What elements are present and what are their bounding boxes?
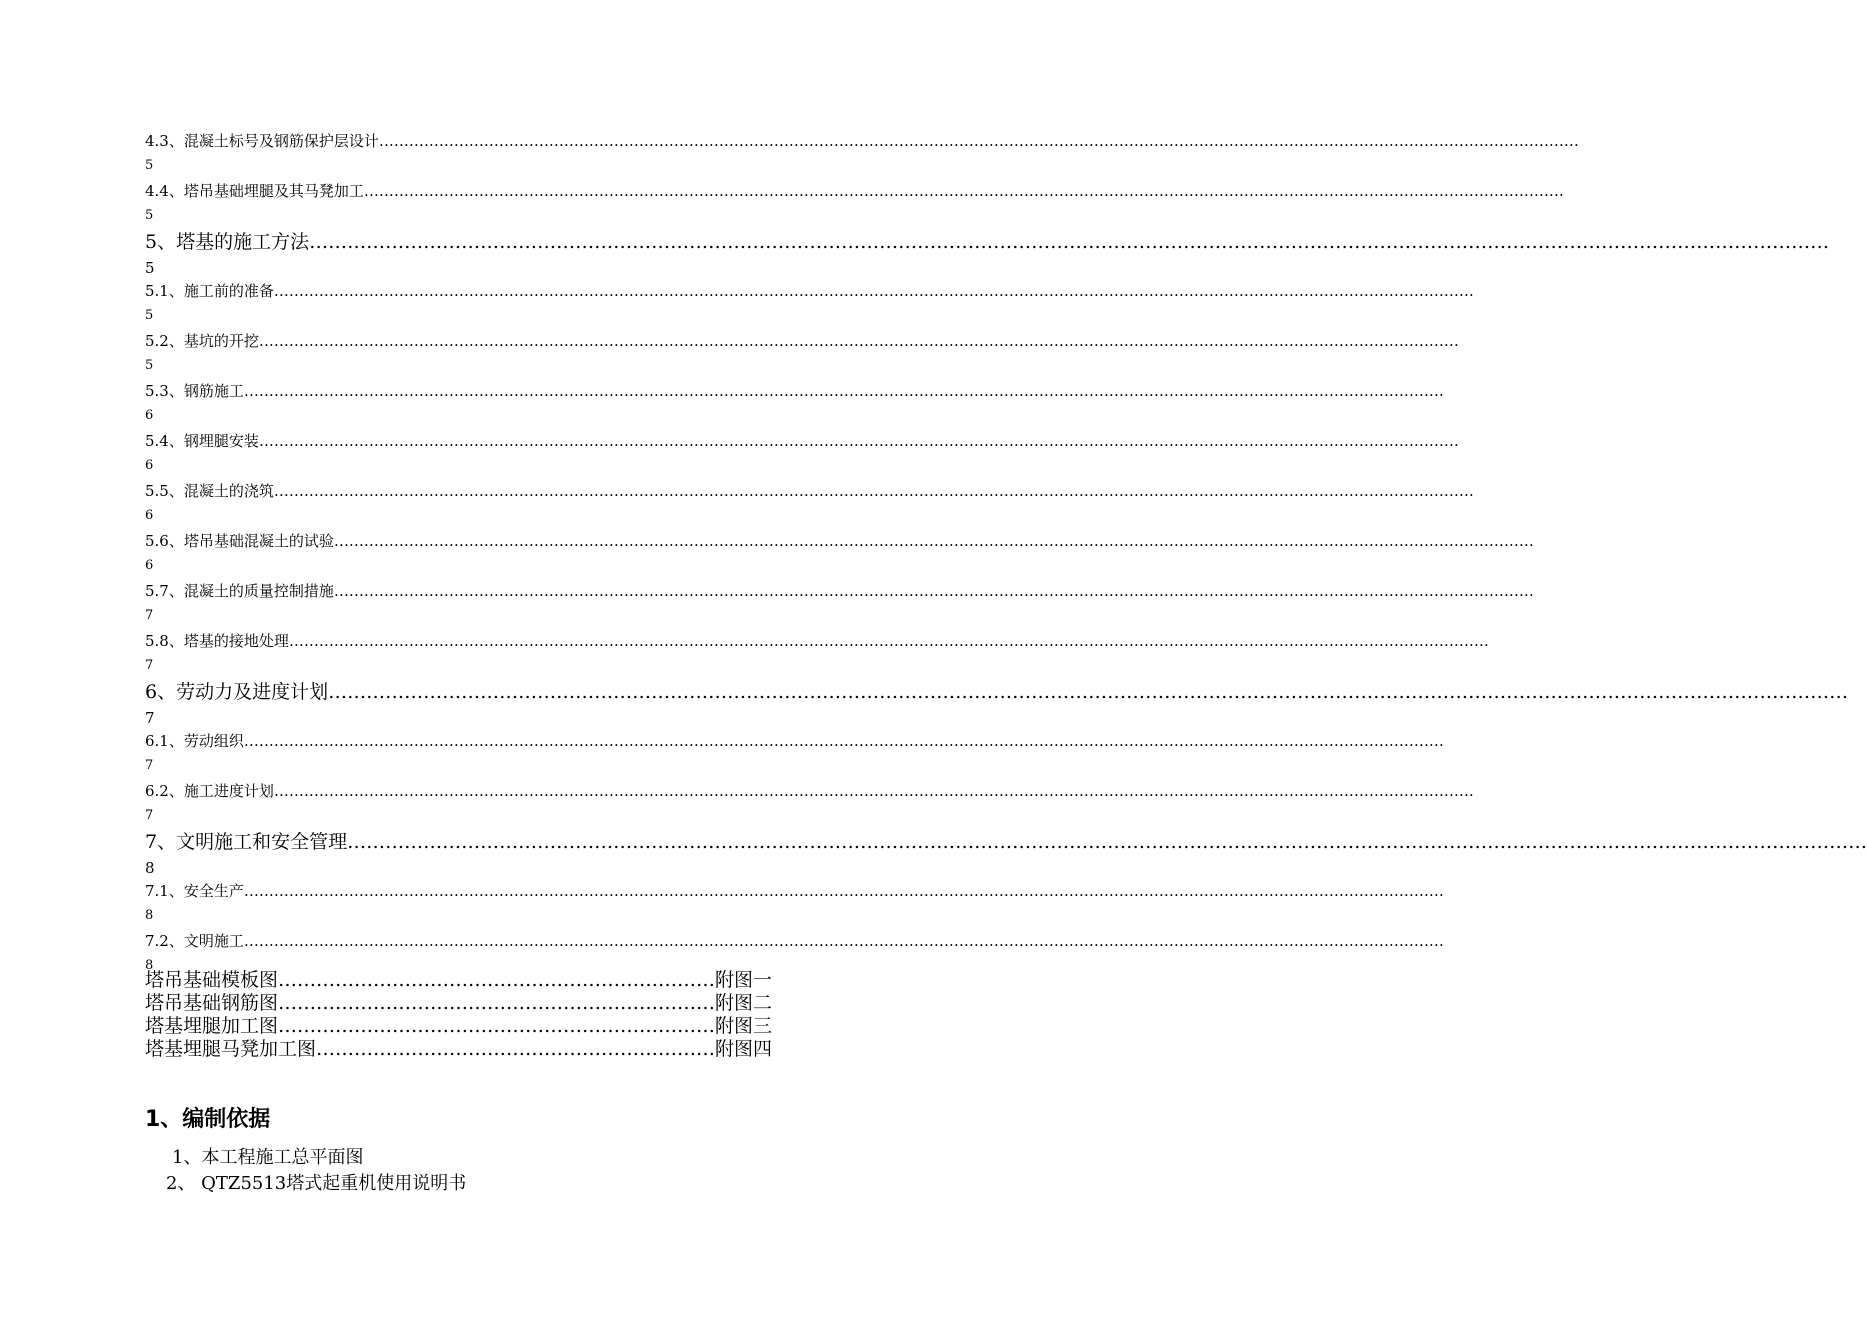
toc-page-number: 8 [145,958,154,973]
toc-entry[interactable] [145,625,1489,675]
figure-ref: 附图三 [715,1015,773,1037]
table-of-contents [145,125,1867,975]
toc-leader-dots: …………………………………………………………………………………………………………………………………………………………………………………………………………………… [243,732,1444,750]
toc-leader-dots: …………………………………………………………………………………………………………………………………………………………………………………………………………………… [243,382,1444,400]
toc-entry-label: 7、文明施工和安全管理 [145,831,348,853]
toc-entry-label: 4.4、塔吊基础埋腿及其马凳加工 [145,182,364,200]
toc-leader-dots: …………………………………………………………………………………………………………………………………………………………………………………………………………………… [273,782,1474,800]
toc-page-number: 6 [145,508,154,523]
figure-label: 塔吊基础钢筋图 [145,992,279,1014]
figure-entry[interactable] [145,992,795,1015]
toc-entry-label: 7.2、文明施工 [145,932,244,950]
section-heading: 1、编制依据 [145,1107,271,1132]
toc-page-number: 8 [145,859,155,877]
toc-page-number: 5 [145,259,155,277]
toc-leader-dots: …………………………………………………………………………………………………………………………………………………………………………………………………………………… [309,231,1830,253]
toc-entry[interactable] [145,775,1474,825]
toc-leader-dots: …………………………………………………………………………………………………………………………………………………………………………………………………………………… [347,831,1867,853]
toc-leader-dots: …………………………………………………………………………………………………………………………………………………………………………………………………………………… [243,932,1444,950]
toc-entry-label: 5.5、混凝土的浇筑 [145,482,274,500]
toc-entry[interactable] [145,575,1534,625]
toc-leader-dots: …………………………………………………………………………………………………………………………………………………………………………………………………………………… [273,282,1474,300]
toc-entry[interactable] [145,425,1459,475]
toc-entry-label: 5.2、基坑的开挖 [145,332,259,350]
toc-leader-dots: …………………………………………………………………………………………………………………………………………………………………………………………………………………… [328,681,1849,703]
toc-entry[interactable] [145,225,1830,277]
toc-page-number: 6 [145,458,154,473]
toc-page-number: 7 [145,658,154,673]
toc-entry-label: 5.3、钢筋施工 [145,382,244,400]
toc-page-number: 7 [145,758,154,773]
toc-entry[interactable] [145,125,1579,175]
toc-page-number: 5 [145,358,154,373]
figure-label: 塔基埋腿马凳加工图 [145,1038,317,1060]
figure-ref: 附图二 [715,992,773,1014]
figure-leader-dots: …………………………………………………………… [278,992,716,1014]
toc-leader-dots: …………………………………………………………………………………………………………………………………………………………………………………………………………………… [378,132,1579,150]
figure-ref: 附图一 [715,969,773,991]
toc-entry-label: 5.1、施工前的准备 [145,282,274,300]
toc-page-number: 6 [145,408,154,423]
figure-entry[interactable] [145,1015,795,1038]
figure-leader-dots: ……………………………………………………… [316,1038,716,1060]
toc-entry[interactable] [145,525,1534,575]
toc-entry[interactable] [145,925,1444,975]
toc-leader-dots: …………………………………………………………………………………………………………………………………………………………………………………………………………………… [258,432,1459,450]
toc-page-number: 5 [145,208,154,223]
toc-page-number: 7 [145,808,154,823]
toc-entry-label: 5、塔基的施工方法 [145,231,310,253]
toc-leader-dots: …………………………………………………………………………………………………………………………………………………………………………………………………………………… [333,582,1534,600]
toc-entry[interactable] [145,825,1867,877]
toc-leader-dots: …………………………………………………………………………………………………………………………………………………………………………………………………………………… [243,882,1444,900]
toc-page-number: 6 [145,558,154,573]
toc-entry[interactable] [145,175,1564,225]
figure-entry[interactable] [145,969,795,992]
toc-leader-dots: …………………………………………………………………………………………………………………………………………………………………………………………………………………… [333,532,1534,550]
figure-leader-dots: …………………………………………………………… [278,969,716,991]
toc-entry-label: 6.1、劳动组织 [145,732,244,750]
toc-entry-label: 5.4、钢埋腿安装 [145,432,259,450]
toc-entry[interactable] [145,375,1444,425]
toc-page-number: 8 [145,908,154,923]
figure-list [145,969,795,1061]
toc-entry[interactable] [145,275,1474,325]
basis-item: 1、本工程施工总平面图 [172,1147,364,1168]
toc-leader-dots: …………………………………………………………………………………………………………………………………………………………………………………………………………………… [273,482,1474,500]
toc-entry-label: 6、劳动力及进度计划 [145,681,329,703]
figure-label: 塔基埋腿加工图 [145,1015,279,1037]
toc-leader-dots: …………………………………………………………………………………………………………………………………………………………………………………………………………………… [288,632,1489,650]
toc-entry-label: 6.2、施工进度计划 [145,782,274,800]
toc-entry-label: 5.6、塔吊基础混凝土的试验 [145,532,334,550]
toc-page-number: 7 [145,608,154,623]
toc-leader-dots: …………………………………………………………………………………………………………………………………………………………………………………………………………………… [363,182,1564,200]
toc-entry-label: 5.7、混凝土的质量控制措施 [145,582,334,600]
toc-entry[interactable] [145,725,1444,775]
toc-page-number: 5 [145,308,154,323]
toc-entry-label: 4.3、混凝土标号及钢筋保护层设计 [145,132,379,150]
figure-ref: 附图四 [715,1038,773,1060]
figure-label: 塔吊基础模板图 [145,969,279,991]
toc-entry[interactable] [145,675,1849,727]
toc-page-number: 7 [145,709,155,727]
toc-leader-dots: …………………………………………………………………………………………………………………………………………………………………………………………………………………… [258,332,1459,350]
figure-leader-dots: …………………………………………………………… [278,1015,716,1037]
toc-entry[interactable] [145,475,1474,525]
toc-page-number: 5 [145,158,154,173]
toc-entry[interactable] [145,325,1459,375]
toc-entry-label: 7.1、安全生产 [145,882,244,900]
toc-entry[interactable] [145,875,1444,925]
toc-entry-label: 5.8、塔基的接地处理 [145,632,289,650]
basis-item: 2、 QTZ5513塔式起重机使用说明书 [166,1173,467,1194]
figure-entry[interactable] [145,1038,795,1061]
